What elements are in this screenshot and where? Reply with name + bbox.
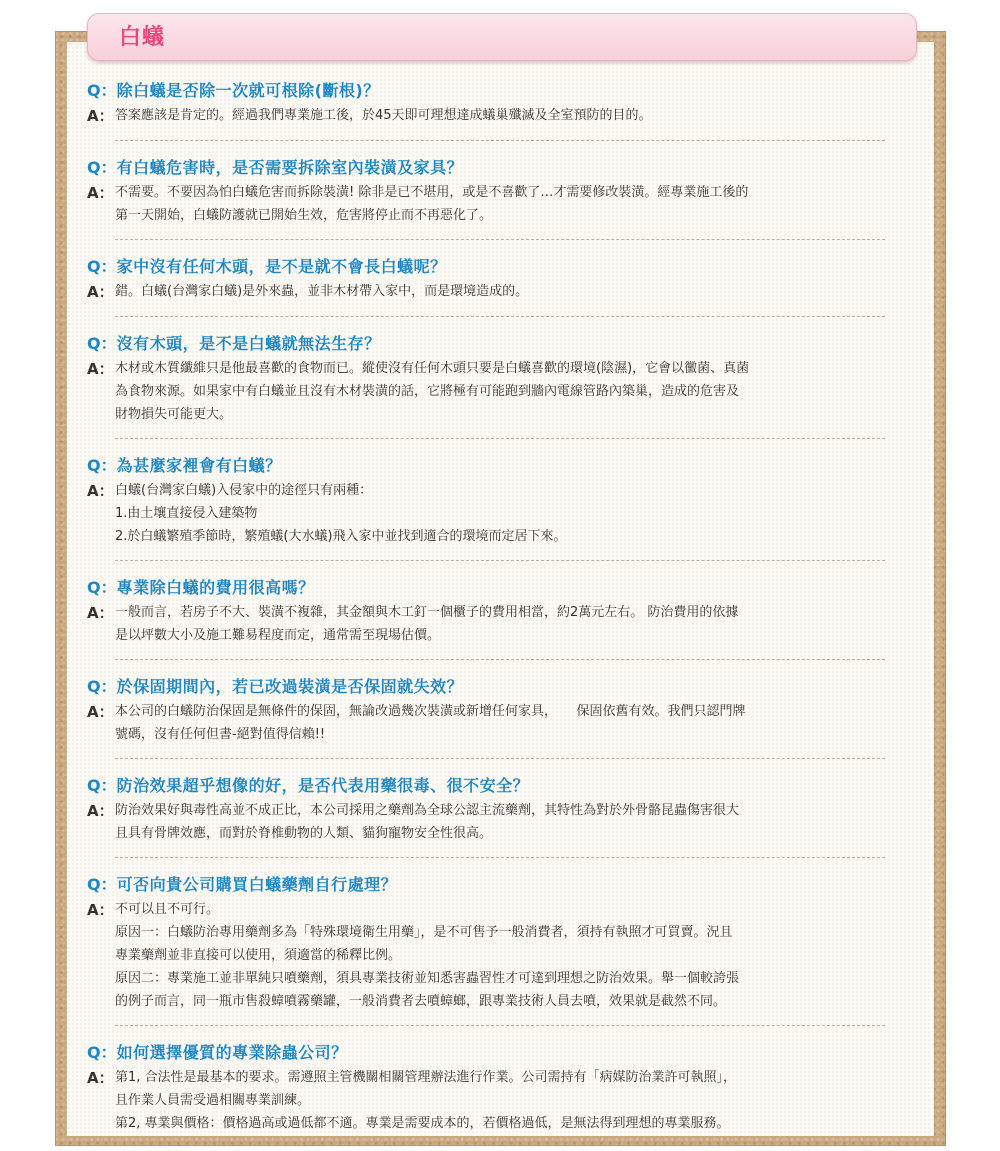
answer-body (115, 357, 887, 426)
faq-answer (87, 479, 887, 548)
answer-mark-label: A： (87, 360, 114, 378)
faq-question (87, 155, 887, 181)
answer-line: 財物損失可能更大。 (115, 407, 233, 422)
answer-line: 不可以且不可行。 (115, 902, 220, 917)
question-text: 專業除白蟻的費用很高嗎？ (116, 578, 315, 597)
answer-line: 一般而言，若房子不大、裝潢不複雜，其金額與木工釘一個櫃子的費用相當，約2萬元左右。 防治費用的依據 (115, 605, 739, 620)
faq-question (87, 773, 887, 799)
faq-list (87, 72, 887, 1135)
faq-question (87, 575, 887, 601)
answer-mark-label: A： (87, 283, 114, 301)
faq-question (87, 78, 887, 104)
answer-line: 答案應該是肯定的。經過我們專業施工後，於45天即可理想達成蟻巢殲滅及全室預防的目的。 (115, 108, 652, 123)
answer-body (115, 181, 887, 227)
faq-item (87, 149, 887, 240)
faq-question (87, 453, 887, 479)
answer-body (115, 280, 887, 303)
faq-question (87, 331, 887, 357)
question-text: 於保固期間內，若已改過裝潢是否保固就失效？ (116, 677, 464, 696)
question-text: 防治效果超乎想像的好，是否代表用藥很毒、很不安全？ (116, 776, 530, 795)
answer-line: 第1, 合法性是最基本的要求。需遵照主管機關相關管理辦法進行作業。公司需持有「病媒防治業許可執照」， (115, 1070, 737, 1085)
answer-line: 號碼，沒有任何但書-絕對值得信賴!! (115, 727, 326, 742)
answer-line: 不需要。不要因為怕白蟻危害而拆除裝潢! 除非是已不堪用，或是不喜歡了…才需要修改裝潢。經專業施工後的 (115, 185, 749, 200)
answer-body (115, 1066, 887, 1135)
dashed-divider (115, 140, 885, 141)
answer-line: 且作業人員需受過相關專業訓練。 (115, 1093, 311, 1108)
question-mark-label: Q： (87, 776, 117, 795)
answer-mark-label: A： (87, 703, 114, 721)
faq-question (87, 1040, 887, 1066)
dashed-divider (115, 857, 885, 858)
dashed-divider (115, 560, 885, 561)
answer-line: 白蟻(台灣家白蟻)入侵家中的途徑只有兩種： (115, 483, 373, 498)
faq-question (87, 674, 887, 700)
answer-line: 原因二：專業施工並非單純只噴藥劑，須具專業技術並知悉害蟲習性才可達到理想之防治效果。舉一個較誇張 (115, 971, 740, 986)
answer-line: 2.於白蟻繁殖季節時，繁殖蟻(大水蟻)飛入家中並找到適合的環境而定居下來。 (115, 529, 567, 544)
faq-answer (87, 104, 887, 128)
faq-item (87, 248, 887, 317)
dashed-divider (115, 316, 885, 317)
answer-line: 第一天開始，白蟻防護就已開始生效，危害將停止而不再惡化了。 (115, 208, 493, 223)
faq-item (87, 447, 887, 561)
faq-answer (87, 700, 887, 746)
answer-mark-label: A： (87, 184, 114, 202)
answer-line: 原因一：白蟻防治專用藥劑多為「特殊環境衛生用藥」，是不可售予一般消費者，須持有執照才可買賣。況且 (115, 925, 733, 940)
dashed-divider (115, 239, 885, 240)
answer-mark-label: A： (87, 107, 114, 125)
faq-answer (87, 181, 887, 227)
faq-answer (87, 799, 887, 845)
question-mark-label: Q： (87, 578, 117, 597)
answer-line: 專業藥劑並非直接可以使用，須適當的稀釋比例。 (115, 948, 402, 963)
question-mark-label: Q： (87, 1043, 117, 1062)
answer-line: 為食物來源。如果家中有白蟻並且沒有木材裝潢的話，它將極有可能跑到牆內電線管路內築巢，造成的危害及 (115, 384, 740, 399)
answer-line: 防治效果好與毒性高並不成正比，本公司採用之藥劑為全球公認主流藥劑，其特性為對於外骨骼昆蟲傷害很大 (115, 803, 740, 818)
question-text: 如何選擇優質的專業除蟲公司？ (116, 1043, 348, 1062)
answer-mark-label: A： (87, 482, 114, 500)
answer-line: 木材或木質纖維只是他最喜歡的食物而已。縱使沒有任何木頭只要是白蟻喜歡的環境(陰濕)，它會以黴菌、真菌 (115, 361, 750, 376)
faq-item (87, 668, 887, 759)
dashed-divider (115, 438, 885, 439)
answer-line: 本公司的白蟻防治保固是無條件的保固，無論改過幾次裝潢或新增任何家具， 保固依舊有效。我們只認門牌 (115, 704, 746, 719)
answer-body (115, 104, 887, 127)
question-text: 沒有木頭，是不是白蟻就無法生存？ (116, 334, 381, 353)
dashed-divider (115, 1025, 885, 1026)
dashed-divider (115, 758, 885, 759)
answer-line: 是以坪數大小及施工難易程度而定，通常需至現場估價。 (115, 628, 441, 643)
question-mark-label: Q： (87, 257, 117, 276)
faq-answer (87, 1066, 887, 1135)
question-mark-label: Q： (87, 875, 117, 894)
question-mark-label: Q： (87, 677, 117, 696)
faq-item (87, 72, 887, 141)
faq-item (87, 866, 887, 1026)
answer-mark-label: A： (87, 901, 114, 919)
answer-mark-label: A： (87, 802, 114, 820)
answer-line: 的例子而言，同一瓶市售殺蟑噴霧藥罐，一般消費者去噴蟑螂，跟專業技術人員去噴，效果就是截然不同。 (115, 994, 727, 1009)
answer-body (115, 799, 887, 845)
faq-item (87, 767, 887, 858)
faq-answer (87, 898, 887, 1013)
answer-line: 且具有骨牌效應，而對於脊椎動物的人類、貓狗寵物安全性很高。 (115, 826, 493, 841)
answer-mark-label: A： (87, 1069, 114, 1087)
faq-item (87, 325, 887, 439)
section-title-tab (87, 13, 917, 61)
faq-answer (87, 357, 887, 426)
question-mark-label: Q： (87, 158, 117, 177)
question-mark-label: Q： (87, 456, 117, 475)
answer-body (115, 700, 887, 746)
answer-body (115, 601, 887, 647)
question-text: 為甚麼家裡會有白蟻？ (116, 456, 282, 475)
answer-line: 1.由土壤直接侵入建築物 (115, 506, 258, 521)
faq-answer (87, 601, 887, 647)
answer-body (115, 479, 887, 548)
faq-question (87, 872, 887, 898)
section-title: 白蟻 (119, 25, 166, 50)
answer-mark-label: A： (87, 604, 114, 622)
faq-item (87, 569, 887, 660)
question-text: 可否向貴公司購買白蟻藥劑自行處理？ (116, 875, 398, 894)
answer-line: 第2, 專業與價格：價格過高或過低都不適。專業是需要成本的，若價格過低，是無法得到理想的專業服務。 (115, 1116, 730, 1131)
faq-question (87, 254, 887, 280)
faq-item (87, 1034, 887, 1135)
question-text: 有白蟻危害時，是否需要拆除室內裝潢及家具？ (116, 158, 464, 177)
question-mark-label: Q： (87, 81, 117, 100)
faq-answer (87, 280, 887, 304)
answer-line: 錯。白蟻(台灣家白蟻)是外來蟲，並非木材帶入家中，而是環境造成的。 (115, 284, 529, 299)
question-text: 除白蟻是否除一次就可根除(斷根)？ (116, 81, 380, 100)
question-text: 家中沒有任何木頭，是不是就不會長白蟻呢？ (116, 257, 447, 276)
dashed-divider (115, 659, 885, 660)
question-mark-label: Q： (87, 334, 117, 353)
answer-body (115, 898, 887, 1013)
